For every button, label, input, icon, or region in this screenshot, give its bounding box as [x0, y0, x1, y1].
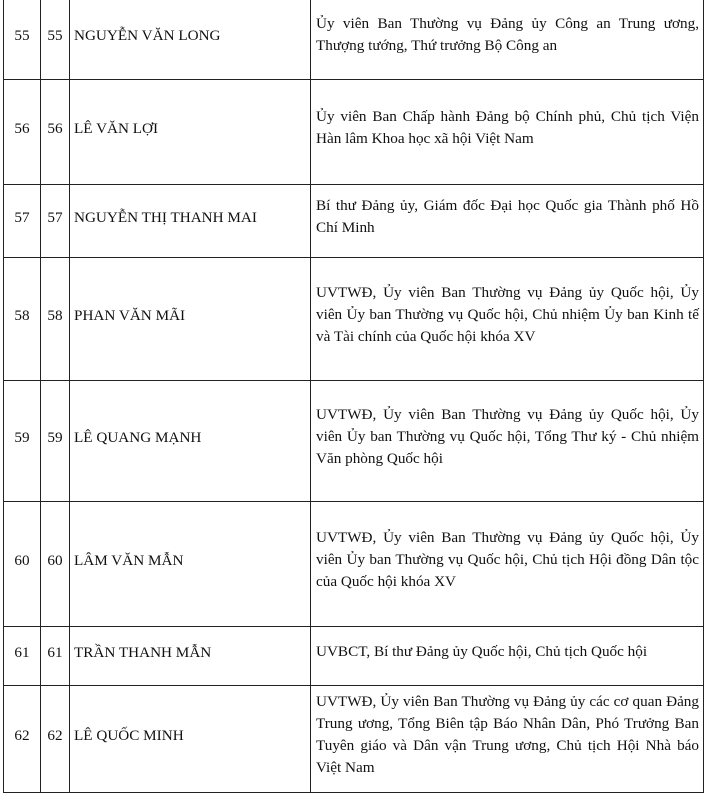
number-cell: 61	[41, 627, 70, 686]
name-cell: LÊ QUANG MẠNH	[70, 381, 311, 502]
table-row	[4, 258, 704, 381]
table-row	[4, 686, 704, 793]
table-row	[4, 0, 704, 80]
number-cell: 55	[41, 0, 70, 80]
stt-cell: 57	[4, 185, 41, 258]
position-cell: UVTWĐ, Ủy viên Ban Thường vụ Đảng ủy Quốc hội, Ủy viên Ủy ban Thường vụ Quốc hội, Chủ tịch Hội đồng Dân tộc của Quốc hội khóa XV	[311, 502, 704, 627]
stt-cell: 55	[4, 0, 41, 80]
position-cell: UVTWĐ, Ủy viên Ban Thường vụ Đảng ủy Quốc hội, Ủy viên Ủy ban Thường vụ Quốc hội, Chủ nhiệm Ủy ban Kinh tế và Tài chính của Quốc hội khóa XV	[311, 258, 704, 381]
stt-cell: 61	[4, 627, 41, 686]
number-cell: 59	[41, 381, 70, 502]
table-row	[4, 185, 704, 258]
name-cell: LÊ QUỐC MINH	[70, 686, 311, 793]
table-row	[4, 80, 704, 185]
stt-cell: 59	[4, 381, 41, 502]
number-cell: 58	[41, 258, 70, 381]
number-cell: 60	[41, 502, 70, 627]
position-cell: Ủy viên Ban Chấp hành Đảng bộ Chính phủ, Chủ tịch Viện Hàn lâm Khoa học xã hội Việt Nam	[311, 80, 704, 185]
stt-cell: 56	[4, 80, 41, 185]
position-cell: UVTWĐ, Ủy viên Ban Thường vụ Đảng ủy các cơ quan Đảng Trung ương, Tổng Biên tập Báo Nhân Dân, Phó Trưởng Ban Tuyên giáo và Dân vận Trung ương, Chủ tịch Hội Nhà báo Việt Nam	[311, 686, 704, 793]
number-cell: 62	[41, 686, 70, 793]
personnel-table-container	[3, 0, 704, 793]
personnel-table	[3, 0, 704, 793]
name-cell: PHAN VĂN MÃI	[70, 258, 311, 381]
number-cell: 57	[41, 185, 70, 258]
name-cell: TRẦN THANH MẪN	[70, 627, 311, 686]
name-cell: LÊ VĂN LỢI	[70, 80, 311, 185]
stt-cell: 60	[4, 502, 41, 627]
table-row	[4, 627, 704, 686]
stt-cell: 62	[4, 686, 41, 793]
name-cell: NGUYỄN THỊ THANH MAI	[70, 185, 311, 258]
stt-cell: 58	[4, 258, 41, 381]
position-cell: UVTWĐ, Ủy viên Ban Thường vụ Đảng ủy Quốc hội, Ủy viên Ủy ban Thường vụ Quốc hội, Tổng Thư ký - Chủ nhiệm Văn phòng Quốc hội	[311, 381, 704, 502]
name-cell: NGUYỄN VĂN LONG	[70, 0, 311, 80]
table-row	[4, 502, 704, 627]
name-cell: LÂM VĂN MẪN	[70, 502, 311, 627]
position-cell: UVBCT, Bí thư Đảng ủy Quốc hội, Chủ tịch Quốc hội	[311, 627, 704, 686]
position-cell: Bí thư Đảng ủy, Giám đốc Đại học Quốc gia Thành phố Hồ Chí Minh	[311, 185, 704, 258]
table-row	[4, 381, 704, 502]
number-cell: 56	[41, 80, 70, 185]
position-cell: Ủy viên Ban Thường vụ Đảng ủy Công an Trung ương, Thượng tướng, Thứ trưởng Bộ Công an	[311, 0, 704, 80]
